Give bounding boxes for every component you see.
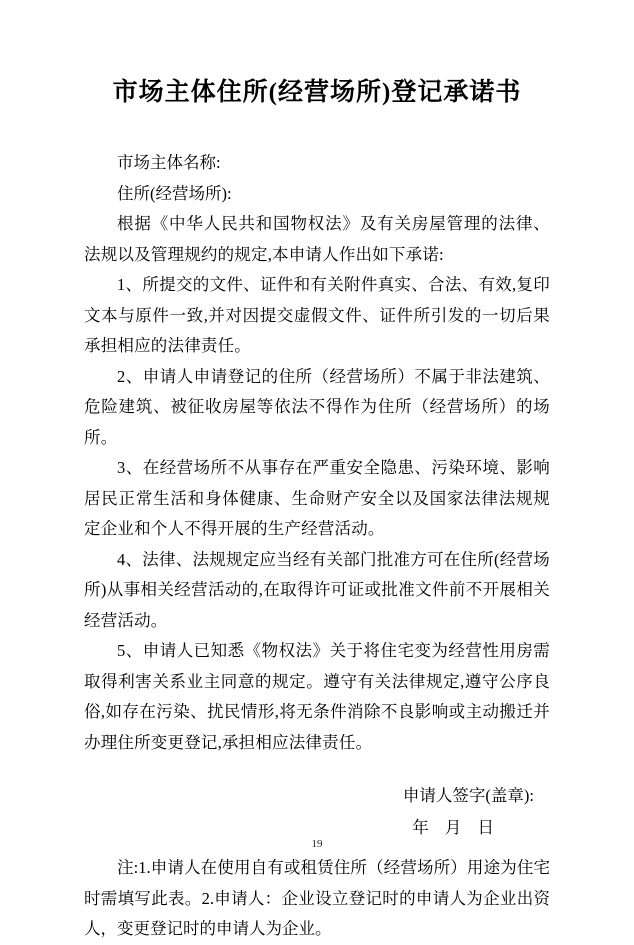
clause-3: 3、在经营场所不从事存在严重安全隐患、污染环境、影响居民正常生活和身体健康、生命财产安全以及国家法律法规规定企业和个人不得开展的生产经营活动。 (84, 458, 550, 539)
clause-2: 2、申请人申请登记的住所（经营场所）不属于非法建筑、危险建筑、被征收房屋等依法不得作为住所（经营场所）的场所。 (84, 366, 550, 447)
date-line: 年 月 日 (412, 817, 500, 837)
note-block (84, 843, 550, 945)
field-address: 住所(经营场所): (117, 183, 232, 203)
field-entity-name: 市场主体名称: (117, 153, 221, 172)
signature-block (84, 758, 550, 843)
signature-label: 申请人签字(盖章): (402, 786, 534, 806)
intro-paragraph: 根据《中华人民共和国物权法》及有关房屋管理的法律、法规以及管理规约的规定,本申请人作出如下承诺: (84, 214, 550, 264)
footnote-text: 注:1.申请人在使用自有或租赁住所（经营场所）用途为住宅时需填写此表。2.申请人：企业设立登记时的申请人为企业出资人，变更登记时的申请人为企业。 (84, 858, 550, 939)
document-body (84, 108, 550, 758)
clause-4: 4、法律、法规规定应当经有关部门批准方可在住所(经营场所)从事相关经营活动的,在取得许可证或批准文件前不开展相关经营活动。 (84, 549, 550, 630)
clause-1: 1、所提交的文件、证件和有关附件真实、合法、有效,复印文本与原件一致,并对因提交虚假文件、证件所引发的一切后果承担相应的法律责任。 (84, 275, 550, 356)
clause-5: 5、申请人已知悉《物权法》关于将住宅变为经营性用房需取得利害关系业主同意的规定。遵守有关法律规定,遵守公序良俗,如存在污染、扰民情形,将无条件消除不良影响或主动搬迁并办理住所变更登记,承担相应法律责任。 (84, 641, 550, 752)
page-number: 19 (311, 838, 323, 850)
page-title: 市场主体住所(经营场所)登记承诺书 (112, 79, 522, 106)
